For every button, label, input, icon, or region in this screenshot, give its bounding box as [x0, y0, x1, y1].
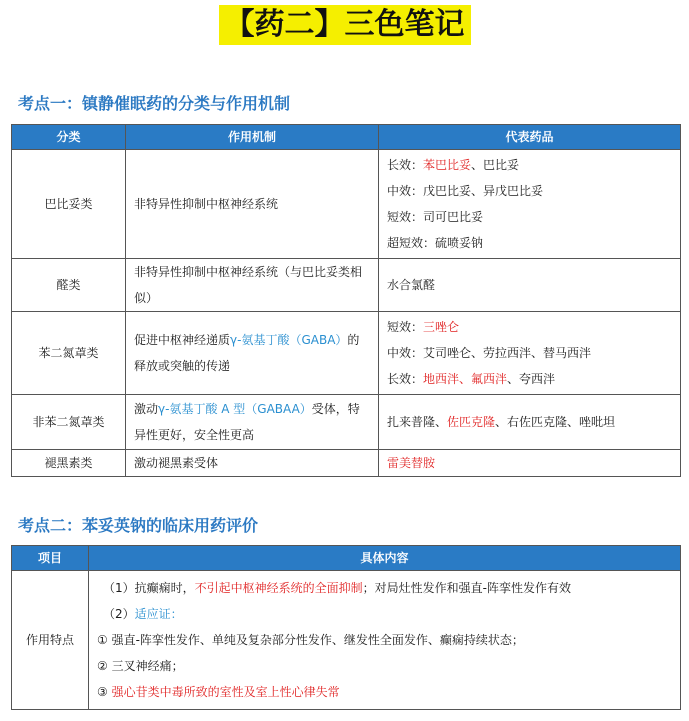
- drug-line: 超短效：硫喷妥钠: [387, 236, 484, 250]
- drug-line: 中效：戊巴比妥、异戊巴比妥: [387, 184, 544, 198]
- header-category: 分类: [12, 125, 126, 150]
- table-row: [12, 571, 681, 710]
- header-item: 项目: [12, 546, 89, 571]
- section1-heading: 考点一：镇静催眠药的分类与作用机制: [18, 94, 291, 113]
- category-cell: 巴比妥类: [12, 150, 126, 259]
- drug-line: 短效：司可巴比妥: [387, 210, 484, 224]
- header-mechanism: 作用机制: [126, 125, 379, 150]
- table-header-row: [12, 546, 681, 571]
- content-cell: [89, 571, 681, 710]
- table-row: [12, 259, 681, 312]
- page-title: 【药二】三色笔记: [219, 5, 471, 45]
- table-row: [12, 312, 681, 395]
- drugs-cell: [379, 150, 681, 259]
- item-label-cell: 作用特点: [12, 571, 89, 710]
- table-row: [12, 450, 681, 477]
- section2-heading: 考点二：苯妥英钠的临床用药评价: [18, 516, 259, 535]
- phenytoin-table: [11, 545, 681, 710]
- table-row: [12, 395, 681, 450]
- content-line: ③ 强心苷类中毒所致的室性及室上性心律失常: [97, 685, 340, 699]
- drugs-cell: 扎来普隆、佐匹克隆、右佐匹克隆、唑吡坦: [379, 395, 681, 450]
- category-cell: 非苯二氮䓬类: [12, 395, 126, 450]
- category-cell: 醛类: [12, 259, 126, 312]
- mechanism-cell: 激动褪黑素受体: [126, 450, 379, 477]
- category-cell: 褪黑素类: [12, 450, 126, 477]
- drug-line: 长效：地西泮、氟西泮、夸西泮: [387, 372, 556, 386]
- drug-line: 中效：艾司唑仑、劳拉西泮、替马西泮: [387, 346, 592, 360]
- title-wrap: [0, 5, 689, 45]
- header-drugs: 代表药品: [379, 125, 681, 150]
- content-line: （1）抗癫痫时，不引起中枢神经系统的全面抑制；对局灶性发作和强直-阵挛性发作有效: [103, 581, 571, 595]
- category-cell: 苯二氮䓬类: [12, 312, 126, 395]
- mechanism-cell: 非特异性抑制中枢神经系统（与巴比妥类相似）: [126, 259, 379, 312]
- header-content: 具体内容: [89, 546, 681, 571]
- mechanism-cell: 促进中枢神经递质γ-氨基丁酸（GABA）的释放或突触的传递: [126, 312, 379, 395]
- drugs-cell: 雷美替胺: [379, 450, 681, 477]
- drugs-cell: [379, 312, 681, 395]
- mechanism-cell: 激动γ-氨基丁酸 A 型（GABAA）受体，特异性更好，安全性更高: [126, 395, 379, 450]
- content-line: ① 强直-阵挛性发作、单纯及复杂部分性发作、继发性全面发作、癫痫持续状态；: [97, 633, 524, 647]
- classification-table: [11, 124, 681, 477]
- drug-line: 短效：三唑仑: [387, 320, 460, 334]
- mechanism-cell: 非特异性抑制中枢神经系统: [126, 150, 379, 259]
- table-row: [12, 150, 681, 259]
- table-header-row: [12, 125, 681, 150]
- drug-line: 长效：苯巴比妥、巴比妥: [387, 158, 520, 172]
- content-line: ② 三叉神经痛；: [97, 659, 184, 673]
- drugs-cell: 水合氯醛: [379, 259, 681, 312]
- content-line: （2）适应证：: [103, 607, 183, 621]
